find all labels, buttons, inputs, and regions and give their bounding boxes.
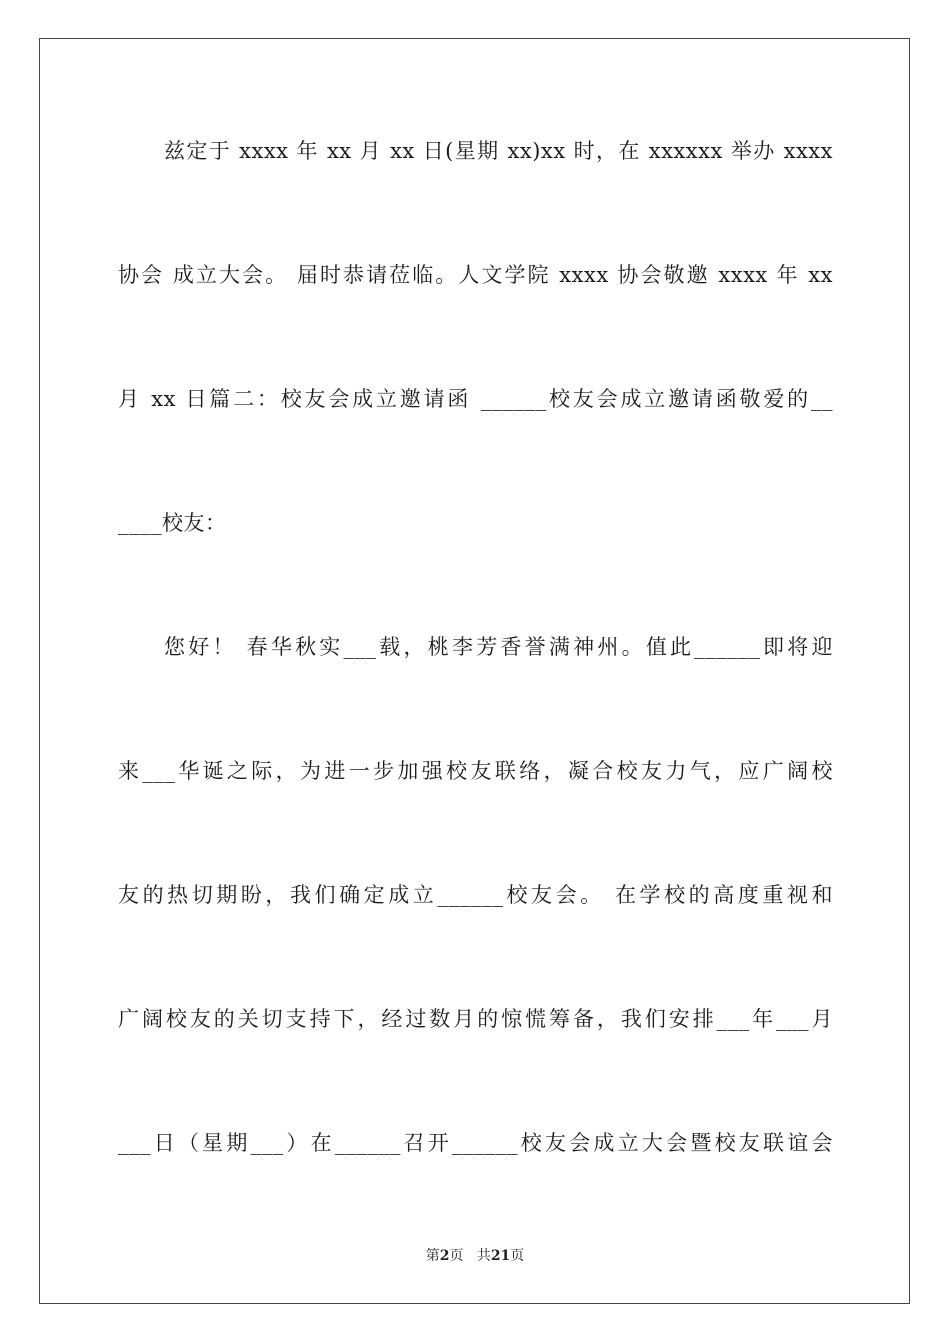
body-line-2: 协会 成立大会。 届时恭请莅临。人文学院 xxxx 协会敬邀 xxxx 年 xx <box>118 263 833 287</box>
body-line-3: 月 xx 日篇二：校友会成立邀请函 ______校友会成立邀请函敬爱的__ <box>118 387 833 411</box>
footer-page-suffix: 页 <box>449 1248 464 1264</box>
footer-total-prefix: 共 <box>476 1248 491 1264</box>
body-line-6: 来___华诞之际，为进一步加强校友联络，凝合校友力气，应广阔校 <box>118 759 833 783</box>
body-line-1: 兹定于 xxxx 年 xx 月 xx 日(星期 xx)xx 时，在 xxxxxx 举办 xxxx <box>164 139 833 163</box>
page-footer <box>0 1247 950 1265</box>
body-line-9: ___日（星期___）在______召开______校友会成立大会暨校友联谊会 <box>118 1131 833 1155</box>
body-line-8: 广阔校友的关切支持下，经过数月的惊慌筹备，我们安排___年___月 <box>118 1007 833 1031</box>
footer-page-prefix: 第 <box>425 1248 440 1264</box>
page-frame <box>39 38 910 1304</box>
body-line-5: 您好！ 春华秋实___载，桃李芳香誉满神州。值此______即将迎 <box>164 635 833 659</box>
body-line-4: ____校友： <box>118 511 227 535</box>
footer-page-number: 2 <box>439 1248 450 1264</box>
footer-total-suffix: 页 <box>510 1248 525 1264</box>
body-line-7: 友的热切期盼，我们确定成立______校友会。 在学校的高度重视和 <box>118 883 833 907</box>
footer-total-number: 21 <box>490 1248 511 1264</box>
